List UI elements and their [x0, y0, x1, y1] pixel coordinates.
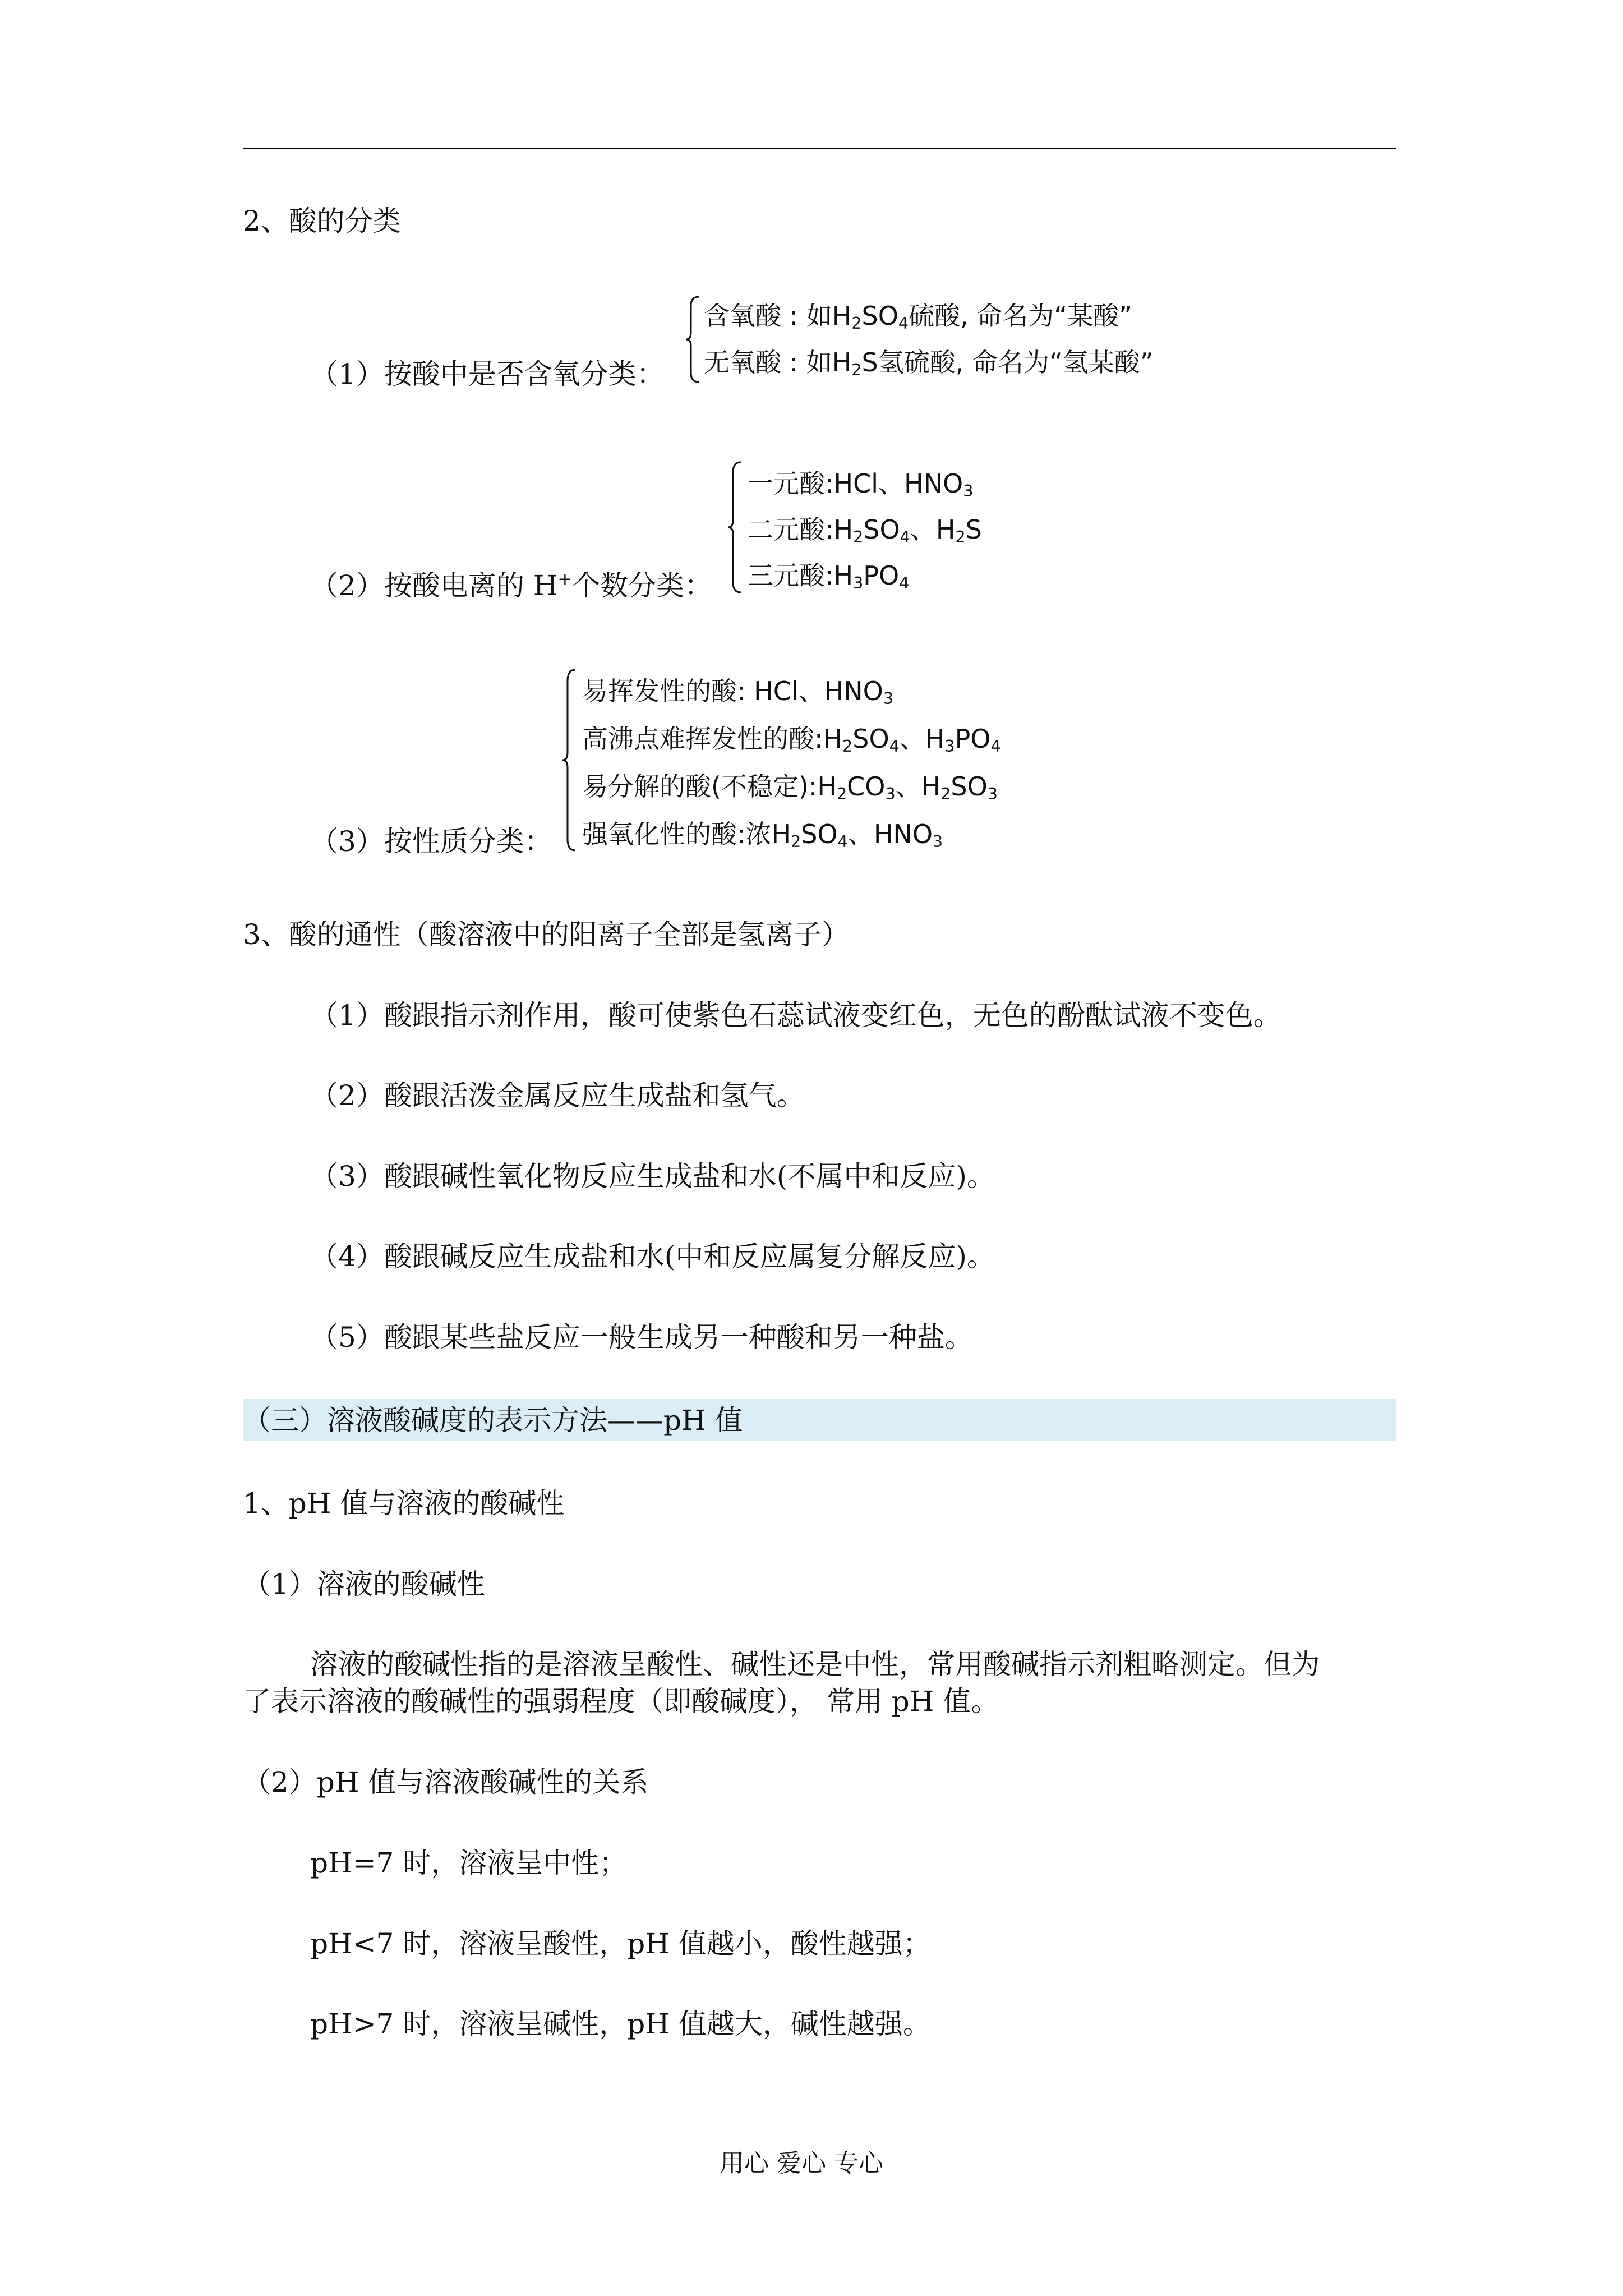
property-item-oxidizing: 强氧化性的酸:浓$H_2SO_4$、$HNO_3$: [582, 819, 943, 852]
property-line-4: （4）酸跟碱反应生成盐和水(中和反应属复分解反应)。: [310, 1240, 995, 1273]
hydrogen-item-tribasic: 三元酸$:H_3PO_4$: [748, 560, 910, 593]
relation-neutral: pH=7 时，溶液呈中性；: [310, 1847, 628, 1879]
label-by-property: （3）按性质分类：: [310, 825, 552, 858]
subheading-relation: （2）pH 值与溶液酸碱性的关系: [243, 1766, 649, 1798]
property-line-1: （1）酸跟指示剂作用，酸可使紫色石蕊试液变红色，无色的酚酞试液不变色。: [310, 999, 1281, 1032]
property-line-2: （2）酸跟活泼金属反应生成盐和氢气。: [310, 1079, 805, 1112]
brace-oxygen: [684, 295, 701, 384]
page-footer: 用心 爱心 专心: [720, 2149, 883, 2178]
property-line-5: （5）酸跟某些盐反应一般生成另一种酸和另一种盐。: [310, 1321, 973, 1354]
heading-classification: 2、酸的分类: [243, 205, 401, 237]
relation-basic: pH>7 时，溶液呈碱性，pH 值越大，碱性越强。: [310, 2008, 931, 2040]
property-item-nonvolatile: 高沸点难挥发性的酸$:H_2SO_4$、$H_3PO_4$: [582, 724, 1001, 756]
oxygen-item-oxyacid: 含氧酸 : 如$H_2SO_4$硫酸, 命名为“某酸”: [704, 301, 1132, 333]
oxygen-item-hydracid: 无氧酸 : 如$H_2S$氢硫酸, 命名为“氢某酸”: [704, 347, 1154, 380]
brace-property: [561, 668, 578, 853]
hydrogen-item-monobasic: 一元酸:HCl、$HNO_3$: [748, 468, 974, 501]
property-item-unstable: 易分解的酸(不稳定)$:H_2CO_3$、$H_2SO_3$: [582, 771, 998, 804]
property-line-3: （3）酸跟碱性氧化物反应生成盐和水(不属中和反应)。: [310, 1160, 995, 1193]
heading-ph: 1、pH 值与溶液的酸碱性: [243, 1487, 565, 1520]
label-by-hydrogen: （2）按酸电离的 H+个数分类：: [310, 569, 713, 602]
property-item-volatile: 易挥发性的酸: HCl、$HNO_3$: [582, 676, 893, 708]
brace-hydrogen: [726, 460, 743, 595]
hydrogen-item-dibasic: 二元酸$:H_2SO_4$、$H_2S$: [748, 514, 982, 547]
heading-properties: 3、酸的通性（酸溶液中的阳离子全部是氢离子）: [243, 918, 850, 951]
header-rule: [243, 148, 1396, 149]
subheading-acidity: （1）溶液的酸碱性: [243, 1568, 485, 1600]
section-title: （三）溶液酸碱度的表示方法——pH 值: [243, 1404, 743, 1437]
relation-acidic: pH<7 时，溶液呈酸性，pH 值越小，酸性越强；: [310, 1927, 931, 1960]
label-by-oxygen: （1）按酸中是否含氧分类：: [310, 358, 665, 390]
paragraph-line-2: 了表示溶液的酸碱性的强弱程度（即酸碱度）， 常用 pH 值。: [243, 1685, 999, 1718]
paragraph-line-1: 溶液的酸碱性指的是溶液呈酸性、碱性还是中性，常用酸碱指示剂粗略测定。但为: [310, 1648, 1320, 1681]
